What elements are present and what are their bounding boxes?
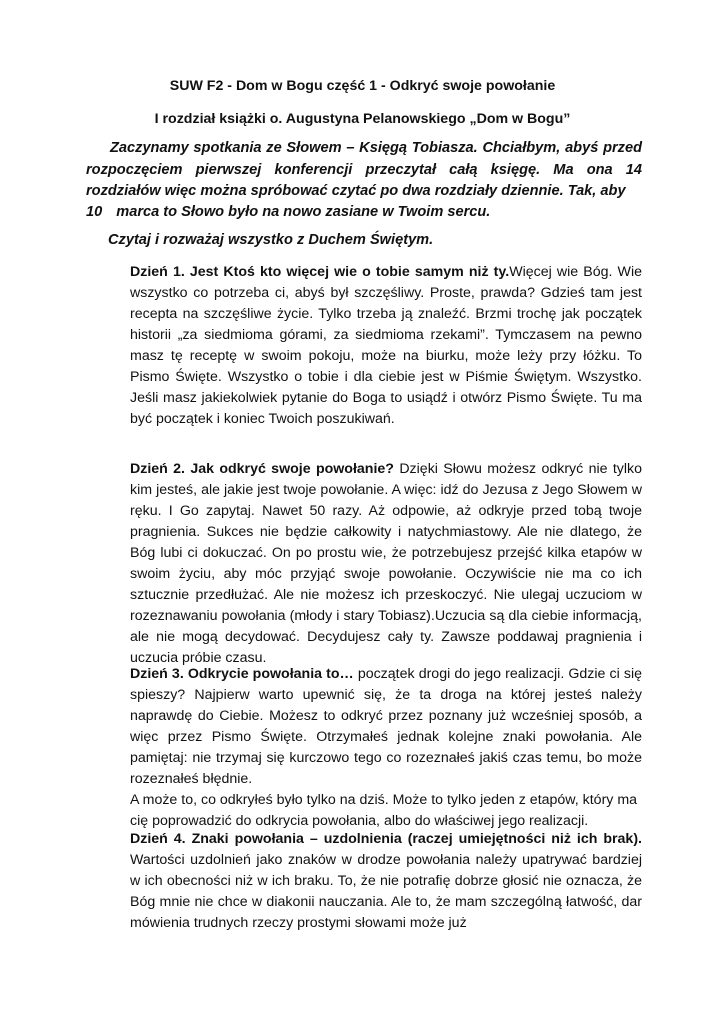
day-3-body: początek drogi do jego realizacji. Gdzie ci się spieszy? Najpierw warto upewnić się, że ta droga na której jesteś należy naprawdę do Ciebie. Możesz to odkryć przez poznany już wcześniej sposób, a więc przez Pismo Święte. Otrzymałeś jednak kolejne znaki powołania. Ale pamiętaj: nie trzymaj się kurczowo tego co rozeznałeś jakiś czas temu, bo może rozeznałeś błędnie. bbox=[130, 666, 642, 787]
document-title: SUW F2 - Dom w Bogu część 1 - Odkryć swoje powołanie bbox=[169, 78, 556, 94]
day-2-paragraph bbox=[130, 459, 642, 669]
intro-date-number: 10 bbox=[86, 204, 103, 220]
intro-paragraph-last-line bbox=[86, 202, 642, 224]
day-4-heading: Dzień 4. Znaki powołania – uzdolnienia (raczej umiejętności niż ich brak). bbox=[130, 831, 642, 847]
document-subtitle: I rozdział książki o. Augustyna Pelanowskiego „Dom w Bogu” bbox=[154, 111, 571, 127]
day-4-paragraph bbox=[130, 829, 642, 934]
meditate-instruction: Czytaj i rozważaj wszystko z Duchem Świętym. bbox=[108, 232, 434, 248]
day-1-body: Więcej wie Bóg. Wie wszystko co potrzeba ci, abyś był szczęśliwy. Proste, prawda? Gdzieś tam jest recepta na szczęśliwe życie. Tylko trzeba ją znaleźć. Brzmi trochę jak początek historii „za siedmioma górami, za siedmioma rzekami”. Tymczasem na pewno masz tę receptę w swoim pokoju, może na biurku, może leży przy łóżku. To Pismo Święte. Wszystko o tobie i dla ciebie jest w Piśmie Świętym. Wszystko. Jeśli masz jakiekolwiek pytanie do Boga to usiądź i otwórz Pismo Święte. Tu ma być początek i koniec Twoich poszukiwań. bbox=[130, 264, 642, 427]
day-1-paragraph bbox=[130, 262, 642, 430]
day-4-body: Wartości uzdolnień jako znaków w drodze powołania należy upatrywać bardziej w ich obecności niż w ich braku. To, że nie potrafię dobrze głosić nie oznacza, że Bóg mnie nie chce w diakonii nauczania. Ale to, że mam szczególną łatwość, dar mówienia trudnych rzeczy prostymi słowami może już bbox=[130, 852, 642, 931]
day-2-body: Dzięki Słowu możesz odkryć nie tylko kim jesteś, ale jakie jest twoje powołanie. A więc: idź do Jezusa z Jego Słowem w ręku. I Go zapytaj. Nawet 50 razy. Aż odpowie, aż odkryje przed tobą twoje pragnienia. Sukces nie będzie całkowity i natychmiastowy. Ale nie dlatego, że Bóg lubi ci dokuczać. On po prostu wie, że potrzebujesz przejść kilka etapów w swoim życiu, aby móc przyjąć swoje powołanie. Oczywiście nie ma co ich sztucznie przedłużać. Ale nie możesz ich przeskoczyć. Nie ulegaj uczuciom w rozeznawaniu powołania (młody i stary Tobiasz).Uczucia są dla ciebie informacją, ale nie mogą decydować. Decydujesz cały ty. Zawsze poddawaj pragnienia i uczucia próbie czasu. bbox=[130, 461, 643, 666]
day-1-heading: Dzień 1. Jest Ktoś kto więcej wie o tobie samym niż ty. bbox=[130, 264, 510, 280]
intro-paragraph: Zaczynamy spotkania ze Słowem – Księgą Tobiasza. Chciałbym, abyś przed rozpoczęciem pierwszej konferencji przeczytał całą księgę. Ma ona 14 rozdziałów więc można spróbować czytać po dwa rozdziały dziennie. Tak, aby bbox=[86, 140, 642, 199]
day-3-heading: Dzień 3. Odkrycie powołania to… bbox=[130, 666, 354, 682]
day-3-body-continued: A może to, co odkryłeś było tylko na dziś. Może to tylko jeden z etapów, który ma cię poprowadzić do odkrycia powołania, albo do właściwej jego realizacji. bbox=[130, 792, 638, 829]
day-3-paragraph bbox=[130, 664, 642, 832]
day-2-heading: Dzień 2. Jak odkryć swoje powołanie? bbox=[130, 461, 394, 477]
intro-last-text: marca to Słowo było na nowo zasiane w Twoim sercu. bbox=[116, 204, 491, 220]
